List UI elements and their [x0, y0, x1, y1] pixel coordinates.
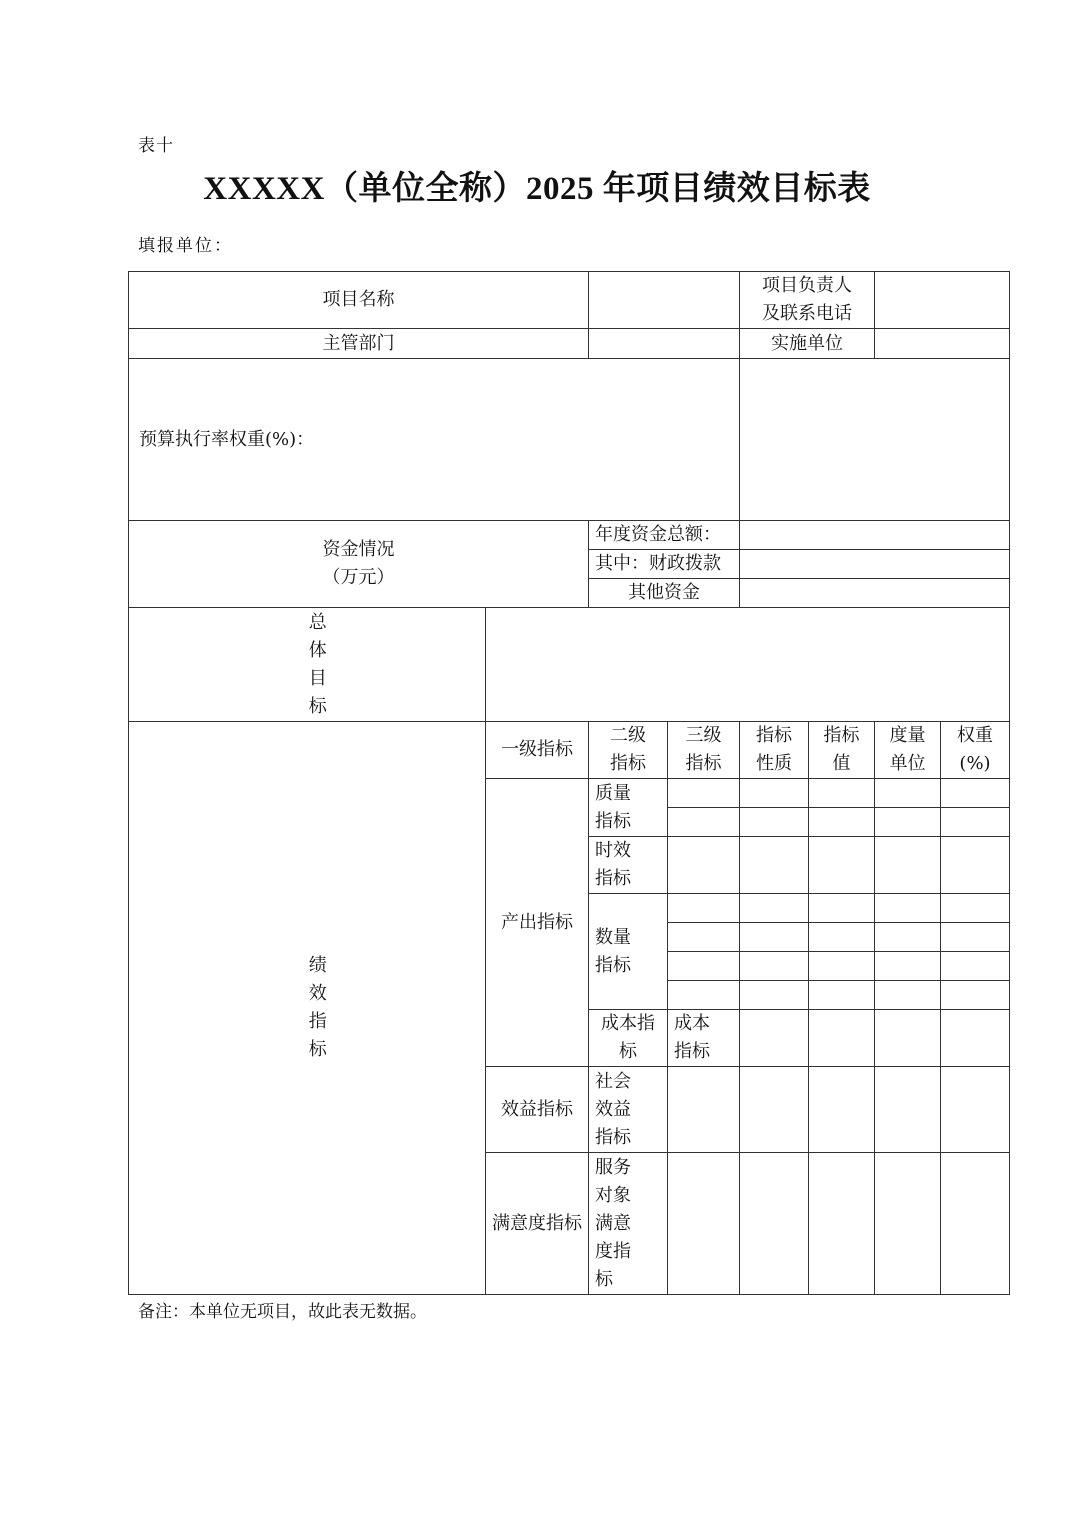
table-cell — [668, 981, 740, 1010]
project-leader-line2: 及联系电话 — [762, 303, 852, 324]
satisfaction-l2-label — [589, 1153, 668, 1295]
satisfaction-l2-line: 满意 — [595, 1212, 631, 1234]
impl-unit-label: 实施单位 — [740, 329, 875, 359]
header-level2-line: 指标 — [610, 753, 646, 774]
perf-indicators-char: 标 — [308, 1039, 327, 1060]
table-cell — [809, 1153, 875, 1295]
fiscal-value — [740, 550, 1010, 579]
perf-indicators-char: 绩 — [308, 955, 327, 976]
overall-goal-char: 标 — [308, 695, 327, 717]
header-level3 — [668, 722, 740, 779]
table-cell — [941, 837, 1010, 894]
quality-line: 指标 — [595, 810, 631, 832]
table-cell — [668, 1067, 740, 1153]
timeliness-line: 指标 — [595, 868, 631, 889]
timeliness-label — [589, 837, 668, 894]
header-weight — [941, 722, 1010, 779]
overall-goal-char: 体 — [308, 639, 327, 661]
project-leader-line1: 项目负责人 — [762, 275, 852, 296]
quantity-line: 指标 — [595, 954, 631, 976]
quality-line: 质量 — [595, 782, 631, 804]
benefit-l2-line: 效益 — [595, 1098, 631, 1120]
table-cell — [875, 923, 941, 952]
table-number: 表十 — [138, 136, 174, 156]
dept-value — [589, 329, 740, 359]
table-cell — [941, 1153, 1010, 1295]
annual-total-value — [740, 521, 1010, 550]
table-cell — [941, 923, 1010, 952]
table-cell — [941, 808, 1010, 837]
satisfaction-l2-line: 标 — [595, 1268, 613, 1290]
overall-goal-char: 目 — [308, 667, 327, 689]
perf-indicators-label — [129, 722, 486, 1295]
table-cell — [740, 894, 809, 923]
overall-goal-value — [486, 608, 1010, 722]
table-cell — [668, 952, 740, 981]
quality-label — [589, 779, 668, 837]
table-cell — [740, 1153, 809, 1295]
header-weight-line: 权重 — [957, 725, 993, 746]
quantity-line: 数量 — [595, 926, 631, 948]
funds-line2: （万元） — [322, 567, 395, 588]
header-nature-line: 性质 — [756, 753, 792, 774]
table-cell — [668, 808, 740, 837]
table-cell — [875, 1067, 941, 1153]
fill-unit-label: 填报单位： — [138, 236, 233, 256]
perf-indicators-char: 指 — [308, 1011, 327, 1032]
table-cell — [809, 808, 875, 837]
perf-indicators-char: 效 — [308, 983, 327, 1004]
table-cell — [740, 981, 809, 1010]
table-cell — [740, 1010, 809, 1067]
table-cell — [941, 981, 1010, 1010]
satisfaction-l2-line: 服务 — [595, 1156, 631, 1178]
table-cell — [875, 952, 941, 981]
budget-weight-label: 预算执行率权重(%)： — [129, 359, 740, 521]
table-cell — [740, 808, 809, 837]
table-cell — [941, 894, 1010, 923]
other-funds-value — [740, 579, 1010, 608]
table-cell — [740, 837, 809, 894]
table-cell — [941, 952, 1010, 981]
header-level2-line: 二级 — [610, 725, 646, 746]
overall-goal-char: 总 — [308, 611, 327, 633]
cost-l2-line: 指标 — [674, 1041, 710, 1062]
table-cell — [740, 923, 809, 952]
header-unit-line: 度量 — [889, 725, 926, 746]
header-level1: 一级指标 — [486, 722, 589, 779]
table-cell — [740, 952, 809, 981]
table-cell — [809, 1010, 875, 1067]
header-level3-line: 指标 — [685, 753, 722, 774]
funds-line1: 资金情况 — [322, 539, 395, 560]
table-cell — [875, 837, 941, 894]
table-cell — [809, 779, 875, 808]
header-nature — [740, 722, 809, 779]
table-cell — [875, 808, 941, 837]
table-cell — [809, 923, 875, 952]
table-cell — [875, 894, 941, 923]
performance-target-table — [128, 271, 1010, 1295]
output-label: 产出指标 — [486, 779, 589, 1067]
cost-l2-line: 成本 — [674, 1013, 710, 1034]
satisfaction-l2-line: 度指 — [595, 1240, 631, 1262]
cost-l1-label: 成本指标 — [589, 1010, 668, 1067]
table-cell — [941, 1010, 1010, 1067]
table-cell — [941, 1067, 1010, 1153]
satisfaction-l1-label: 满意度指标 — [486, 1153, 589, 1295]
header-unit — [875, 722, 941, 779]
project-leader-value — [875, 272, 1010, 329]
header-unit-line: 单位 — [889, 753, 926, 774]
table-cell — [941, 779, 1010, 808]
funds-label — [129, 521, 589, 608]
header-nature-line: 指标 — [756, 725, 792, 746]
project-name-label: 项目名称 — [129, 272, 589, 329]
table-cell — [875, 1010, 941, 1067]
table-cell — [668, 923, 740, 952]
table-cell — [740, 1067, 809, 1153]
benefit-l2-label — [589, 1067, 668, 1153]
overall-goal-label — [129, 608, 486, 722]
impl-unit-value — [875, 329, 1010, 359]
table-cell — [809, 981, 875, 1010]
benefit-l2-line: 社会 — [595, 1070, 631, 1092]
table-cell — [809, 952, 875, 981]
timeliness-line: 时效 — [595, 840, 631, 861]
header-value-line: 指标 — [823, 725, 860, 746]
page-title: XXXXX（单位全称）2025 年项目绩效目标表 — [203, 171, 871, 207]
table-cell — [668, 1153, 740, 1295]
project-name-value — [589, 272, 740, 329]
budget-weight-value — [740, 359, 1010, 521]
header-level3-line: 三级 — [685, 725, 722, 746]
table-cell — [668, 779, 740, 808]
table-cell — [668, 837, 740, 894]
table-cell — [875, 779, 941, 808]
other-funds-label: 其他资金 — [589, 579, 740, 608]
fiscal-label: 其中：财政拨款 — [589, 550, 740, 579]
quantity-label — [589, 894, 668, 1010]
cost-l2-label — [668, 1010, 740, 1067]
benefit-l2-line: 指标 — [595, 1126, 631, 1148]
annual-total-label: 年度资金总额： — [589, 521, 740, 550]
table-cell — [875, 1153, 941, 1295]
header-weight-line: (%) — [959, 753, 991, 774]
table-cell — [668, 894, 740, 923]
header-level2 — [589, 722, 668, 779]
project-leader-label — [740, 272, 875, 329]
table-cell — [740, 779, 809, 808]
satisfaction-l2-line: 对象 — [595, 1184, 631, 1206]
table-cell — [809, 837, 875, 894]
header-value-line: 值 — [832, 753, 851, 774]
benefit-l1-label: 效益指标 — [486, 1067, 589, 1153]
header-value — [809, 722, 875, 779]
dept-label: 主管部门 — [129, 329, 589, 359]
table-cell — [809, 1067, 875, 1153]
footnote: 备注：本单位无项目，故此表无数据。 — [138, 1302, 427, 1322]
table-cell — [875, 981, 941, 1010]
table-cell — [809, 894, 875, 923]
